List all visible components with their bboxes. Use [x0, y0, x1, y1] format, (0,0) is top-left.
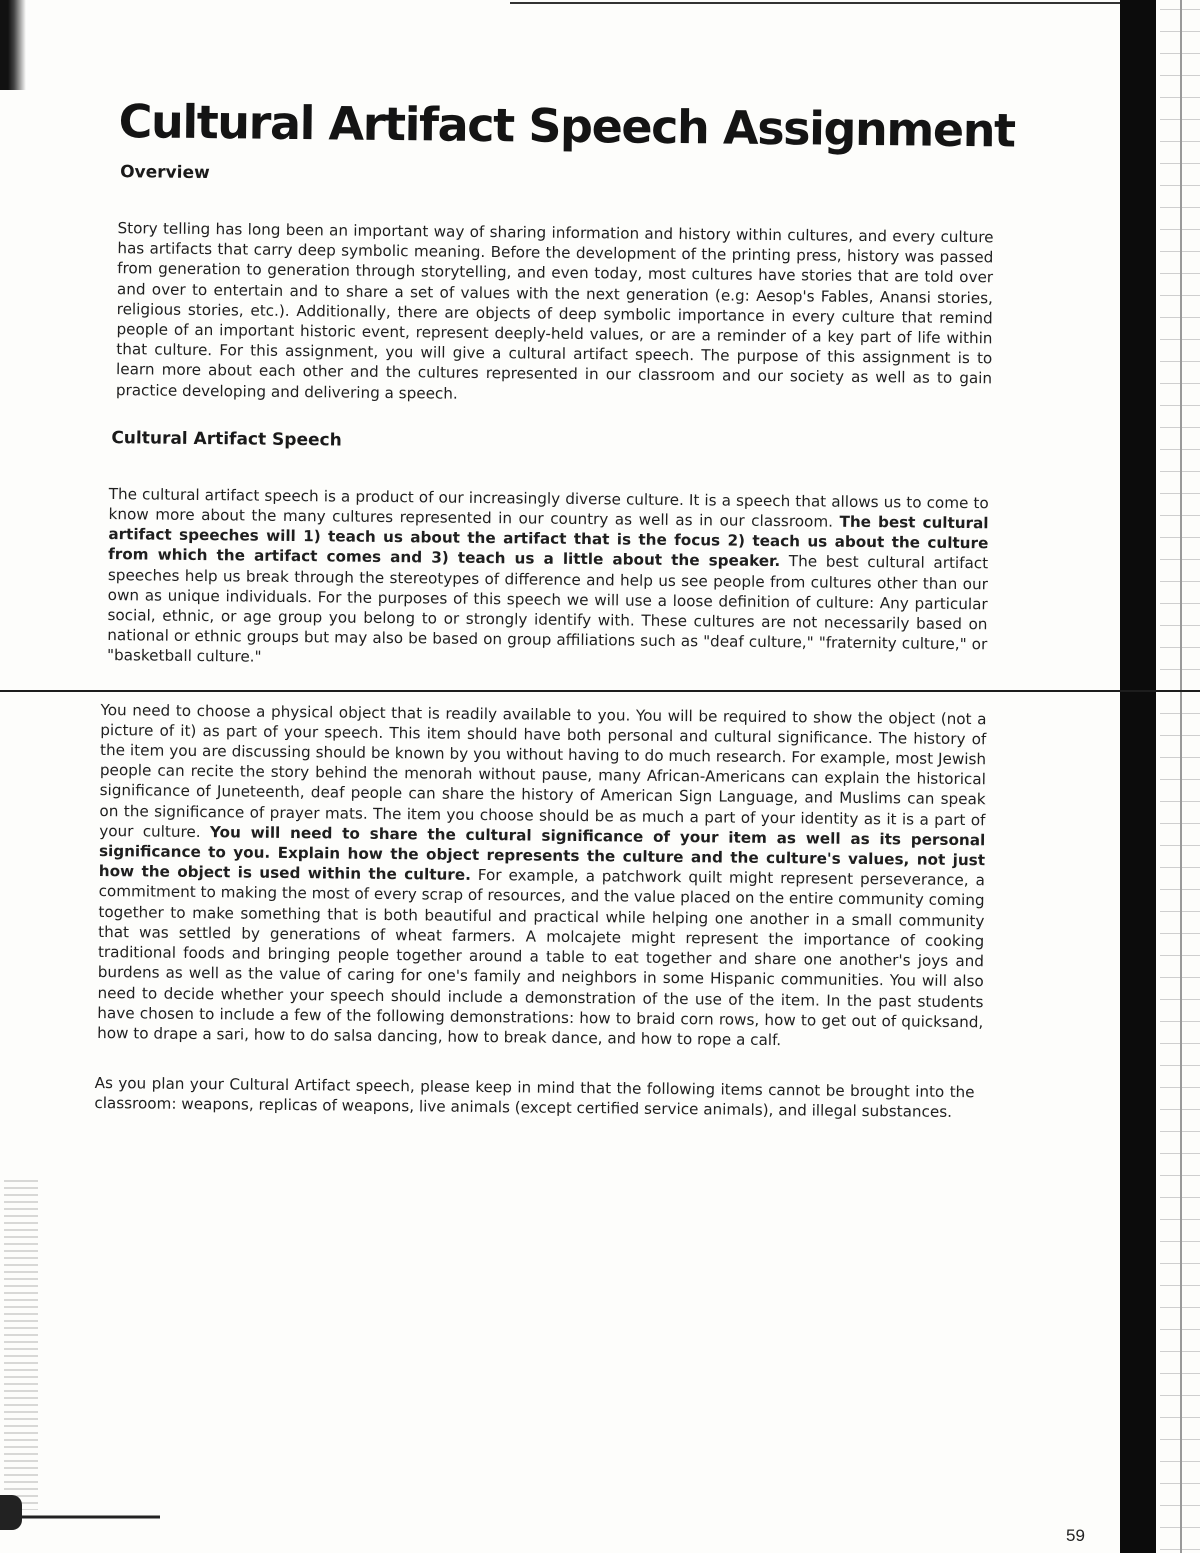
document-content	[94, 92, 1015, 1123]
speech-paragraph-1-intro: The cultural artifact speech is a product of our increasingly diverse culture. It is a speech that allows us to come to know more about the many cultures represented in our country as well as in our classroom.	[108, 484, 989, 531]
scan-left-edge-shadow	[0, 0, 26, 90]
speech-paragraph-1-bold: The best cultural artifact speeches will 1) teach us about the artifact that is the focus 2) teach us about the culture from which the artifact comes and 3) teach us a little about the speaker.	[108, 512, 989, 571]
scan-top-edge-line	[510, 2, 1120, 4]
cultural-artifact-speech-heading: Cultural Artifact Speech	[111, 427, 342, 451]
speech-paragraph-1	[107, 484, 989, 675]
scan-bottom-left-line	[0, 1500, 160, 1524]
speech-paragraph-2-bold: You will need to share the cultural significance of your item as well as its personal significance to you. Explain how the object represents the culture and the culture's values, not just how the object is used within the culture.	[98, 823, 986, 885]
scan-right-black-bar	[1120, 0, 1156, 1553]
speech-paragraph-2-rest: For example, a patchwork quilt might represent perseverance, a commitment to making the most of every scrap of resources, and the value placed on the entire community coming together to make something that is both beautiful and practical while helping one another in a small community that was settled by generations of wheat farmers. A molcajete might represent the importance of cooking traditional foods and bringing people together around a table to eat together and share one another's joys and burdens as well as the value of caring for one's family and neighbors in some Hispanic communities. You will also need to decide whether your speech should include a demonstration of the use of the item. In the past students have chosen to include a few of the following demonstrations: how to braid corn rows, how to get out of quicksand, how to drape a sari, how to do salsa dancing, how to break dance, and how to rope a calf.	[97, 866, 985, 1050]
speech-paragraph-1-rest: The best cultural artifact speeches help us break through the stereotypes of difference and help us see people from cultures other than our own as unique individuals. For the purposes of this speech we will use a loose definition of culture: Any particular social, ethnic, or age group you belong to or strongly identify with. These cultures are not necessarily based on national or ethnic groups but may also be based on group affiliations such as "deaf culture," "fraternity culture," or "basketball culture."	[107, 552, 989, 667]
speech-paragraph-2-intro: You need to choose a physical object that is readily available to you. You will be required to show the object (not a picture of it) as part of your speech. This item should have both personal and cultural significance. The history of the item you are discussing should be known by you without having to do much research. For example, most Jewish people can recite the story behind the menorah without pause, many African-Americans can explain the historical significance of Juneteenth, deaf people can share the history of American Sign Language, and Muslims can speak on the significance of prayer mats. The item you choose should be as much a part of your identity as it is a part of your culture.	[99, 700, 987, 841]
scan-left-noise	[4, 1180, 38, 1510]
overview-heading: Overview	[120, 162, 210, 184]
page-title: Cultural Artifact Speech Assignment	[118, 94, 1015, 158]
speech-paragraph-2	[97, 700, 987, 1053]
scan-horizontal-line	[0, 690, 1200, 692]
overview-paragraph: Story telling has long been an important way of sharing information and history within cultures, and every culture has artifacts that carry deep symbolic meaning. Before the development of the printing press, history was passed from generation to generation through storytelling, and even today, most cultures have stories that are told over and over to entertain and to share a set of values with the next generation (e.g: Aesop's Fables, Anansi stories, religious stories, etc.). Additionally, there are objects of deep symbolic importance in every culture that remind people of an important historic event, represent deeply-held values, or are a reminder of a key part of life within that culture. For this assignment, you will give a cultural artifact speech. The purpose of this assignment is to learn more about each other and the cultures represented in our classroom and our society as well as to gain practice developing and delivering a speech.	[115, 219, 994, 403]
speech-paragraph-3: As you plan your Cultural Artifact speech, please keep in mind that the following items cannot be brought into the classroom: weapons, replicas of weapons, live animals (except certified service animals), and illegal substances.	[94, 1074, 975, 1122]
scan-right-edge-line	[1180, 0, 1182, 1553]
page-number: 59	[1066, 1526, 1085, 1545]
